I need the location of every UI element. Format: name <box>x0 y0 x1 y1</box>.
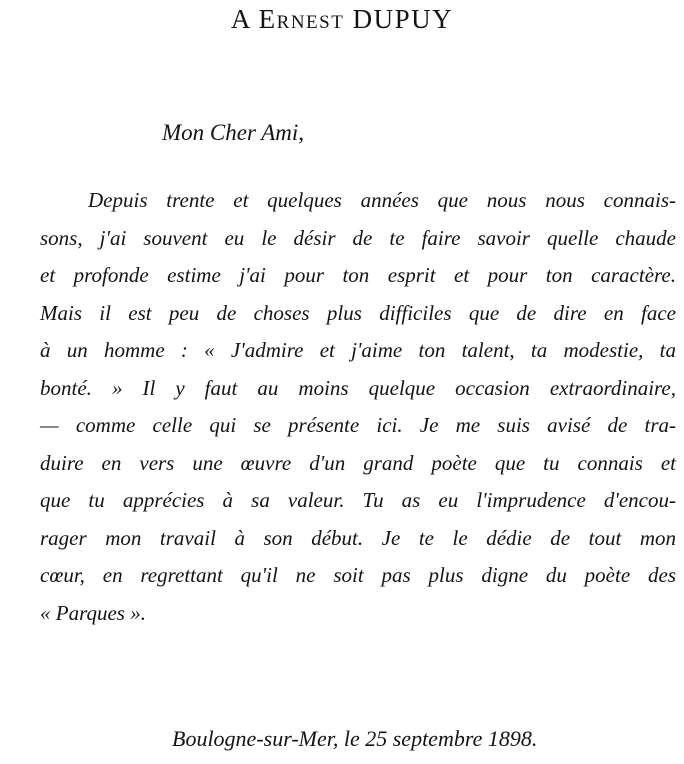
letter-line: Mais il est peu de choses plus difficiles que de dire en face <box>40 300 676 325</box>
letter-line: sons, j'ai souvent eu le désir de te faire savoir quelle chaude <box>40 225 676 250</box>
letter-line: duire en vers une œuvre d'un grand poète que tu connais et <box>40 450 676 475</box>
letter-line: rager mon travail à son début. Je te le dédie de tout mon <box>40 525 676 550</box>
salutation: Mon Cher Ami, <box>162 120 305 145</box>
letter-line: à un homme : « J'admire et j'aime ton talent, ta modestie, ta <box>40 338 676 362</box>
letter-line: Depuis trente et quelques années que nous nous connais- <box>88 188 676 212</box>
letter-line: bonté. » Il y faut au moins quelque occasion extraordinaire, <box>40 375 676 400</box>
letter-line: cœur, en regrettant qu'il ne soit pas plus digne du poète des <box>40 563 676 587</box>
letter-line: que tu apprécies à sa valeur. Tu as eu l'imprudence d'encou- <box>40 488 676 512</box>
place-date-signoff: Boulogne-sur-Mer, le 25 septembre 1898. <box>172 726 538 751</box>
letter-line: et profonde estime j'ai pour ton esprit et pour ton caractère. <box>40 263 676 287</box>
letter-body <box>40 182 676 632</box>
letter-line: — comme celle qui se présente ici. Je me suis avisé de tra- <box>40 413 676 437</box>
letter-line: « Parques ». <box>40 600 146 625</box>
page-title: A Ernest DUPUY <box>230 4 454 34</box>
